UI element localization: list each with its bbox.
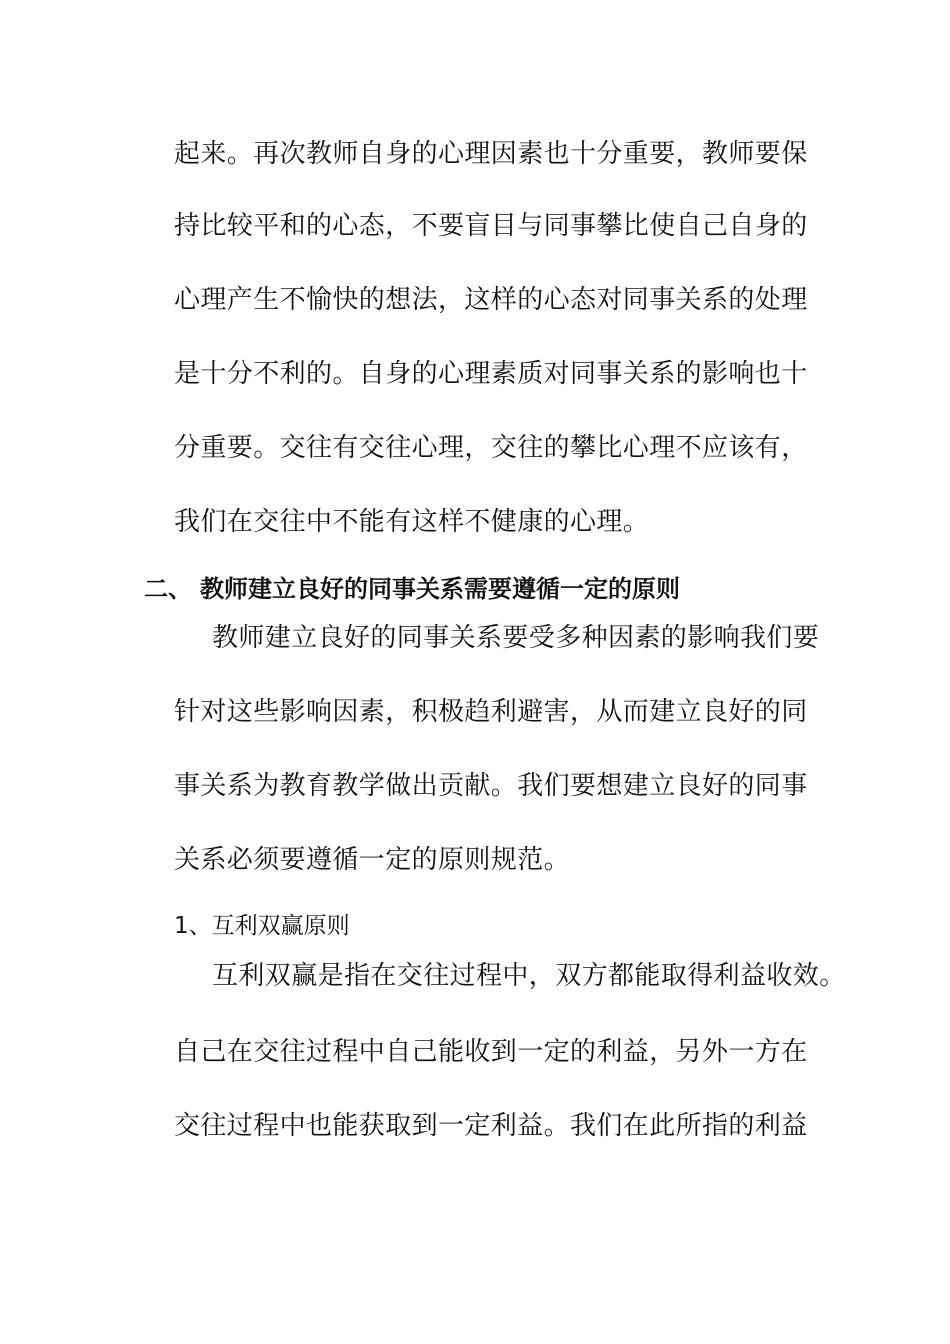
paragraph-line: 关系必须要遵循一定的原则规范。 xyxy=(174,845,571,875)
paragraph-line: 分重要。交往有交往心理，交往的攀比心理不应该有， xyxy=(174,433,808,463)
paragraph-line: 自己在交往过程中自己能收到一定的利益，另外一方在 xyxy=(174,1037,808,1067)
paragraph-line: 事关系为教育教学做出贡献。我们要想建立良好的同事 xyxy=(174,771,808,801)
paragraph-line: 交往过程中也能获取到一定利益。我们在此所指的利益 xyxy=(174,1111,808,1141)
paragraph-line: 教师建立良好的同事关系要受多种因素的影响我们要 xyxy=(212,623,820,653)
section-heading xyxy=(144,573,680,605)
subsection-heading: 1、互利双赢原则 xyxy=(174,913,350,939)
paragraph-line: 我们在交往中不能有这样不健康的心理。 xyxy=(174,507,650,537)
section-number: 二、 xyxy=(144,575,192,603)
paragraph-line: 心理产生不愉快的想法，这样的心态对同事关系的处理 xyxy=(174,285,808,315)
paragraph-line: 起来。再次教师自身的心理因素也十分重要，教师要保 xyxy=(174,139,808,169)
section-title: 教师建立良好的同事关系需要遵循一定的原则 xyxy=(200,575,680,603)
paragraph-line: 互利双赢是指在交往过程中，双方都能取得利益收效。 xyxy=(212,961,846,991)
paragraph-line: 是十分不利的。自身的心理素质对同事关系的影响也十 xyxy=(174,359,808,389)
paragraph-line: 持比较平和的心态，不要盲目与同事攀比使自己自身的 xyxy=(174,211,808,241)
paragraph-line: 针对这些影响因素，积极趋利避害，从而建立良好的同 xyxy=(174,697,808,727)
